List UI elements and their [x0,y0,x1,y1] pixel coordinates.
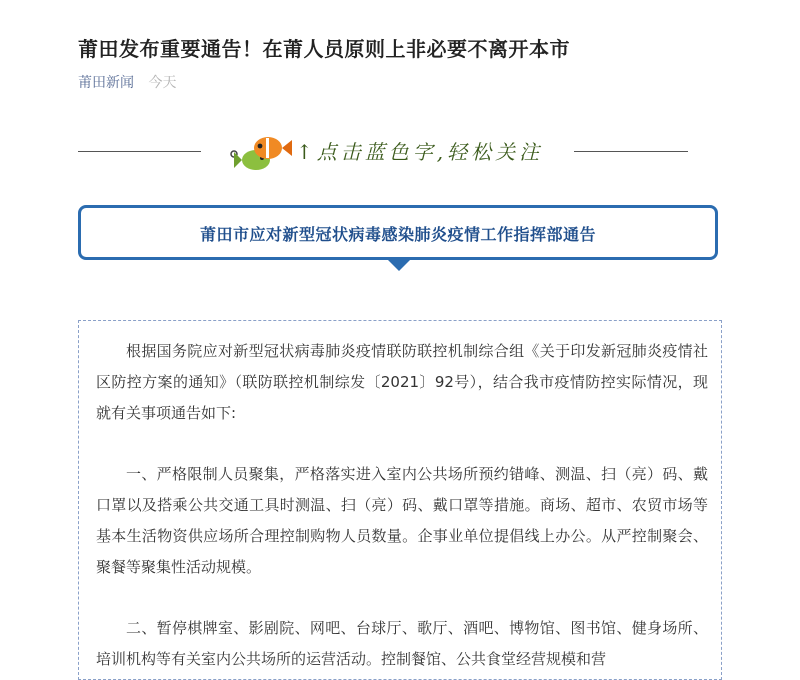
article-meta [78,72,176,92]
publish-time: 今天 [148,75,177,91]
account-name-link[interactable]: 莆田新闻 [78,75,134,91]
notice-title: 莆田市应对新型冠状病毒感染肺炎疫情工作指挥部通告 [199,225,596,244]
notice-pointer-arrow [388,260,410,271]
article-title: 莆田发布重要通告！在莆人员原则上非必要不离开本市 [78,37,570,61]
notice-title-box [78,205,718,260]
follow-banner[interactable] [78,130,688,174]
notice-content-box [78,320,722,680]
paragraph-item-2: 二、暂停棋牌室、影剧院、网吧、台球厅、歌厅、酒吧、博物馆、图书馆、健身场所、培训机构等有关室内公共场所的运营活动。控制餐馆、公共食堂经营规模和营 [96,619,708,668]
divider-left [78,151,201,152]
divider-right [574,151,688,152]
paragraph-item-1: 一、严格限制人员聚集，严格落实进入室内公共场所预约错峰、测温、扫（亮）码、戴口罩以及搭乘公共交通工具时测温、扫（亮）码、戴口罩等措施。商场、超市、农贸市场等基本生活物资供应场所合理控制购物人员数量。企事业单位提倡线上办公。从严控制聚会、聚餐等聚集性活动规模。 [96,465,708,576]
paragraph-intro: 根据国务院应对新型冠状病毒肺炎疫情联防联控机制综合组《关于印发新冠肺炎疫情社区防控方案的通知》（联防联控机制综发〔2021〕92号），结合我市疫情防控实际情况，现就有关事项通告如下: [96,342,708,422]
fish-mascot-icon [226,132,296,174]
follow-prompt-text: ↑点击蓝色字,轻松关注 [296,140,544,164]
